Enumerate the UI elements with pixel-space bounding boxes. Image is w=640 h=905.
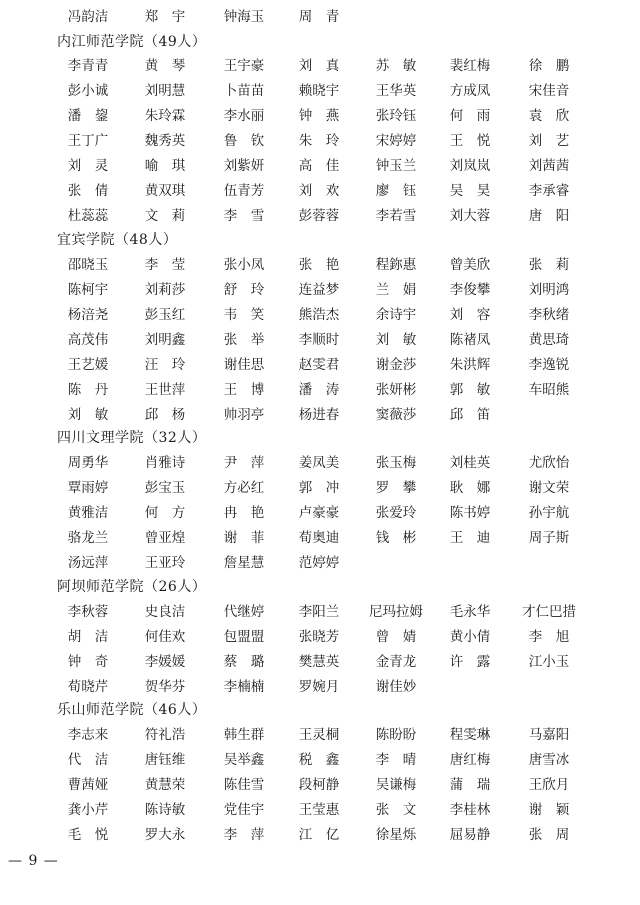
person-name: 舒 玲 [223,282,265,298]
person-name: 彭宝玉 [144,480,186,496]
person-name: 郭 敏 [449,382,491,398]
person-name: 赖晓宇 [298,83,340,99]
person-name: 杜蕊蕊 [67,208,109,224]
person-name: 骆龙兰 [67,530,109,546]
person-name: 唐红梅 [449,752,491,768]
person-name: 李逸锐 [528,357,570,373]
person-name: 吴 昊 [449,183,491,199]
person-name: 刘 敏 [67,407,109,423]
person-name: 钱 彬 [375,530,417,546]
person-name: 帅羽亭 [223,407,265,423]
person-name: 方成凤 [449,83,491,99]
person-name: 陈盼盼 [375,727,417,743]
person-name: 刘 敏 [375,332,417,348]
person-name: 李青青 [67,58,109,74]
person-name: 李秋蓉 [67,604,109,620]
person-name: 张爱玲 [375,505,417,521]
person-name: 刘明鑫 [144,332,186,348]
person-name: 熊浩杰 [298,307,340,323]
person-name: 符礼浩 [144,727,186,743]
person-name: 余诗宇 [375,307,417,323]
person-name: 黄 琴 [144,58,186,74]
person-name: 刘紫妍 [223,158,265,174]
person-name: 刘莉莎 [144,282,186,298]
section-heading: 内江师范学院（49人） [57,34,207,50]
person-name: 曹茜娅 [67,777,109,793]
person-name: 张晓芳 [298,629,340,645]
person-name: 卢豪豪 [298,505,340,521]
person-name: 彭小诚 [67,83,109,99]
person-name: 李媛媛 [144,654,186,670]
person-name: 潘 涛 [298,382,340,398]
person-name: 陈 丹 [67,382,109,398]
person-name: 代继婷 [223,604,265,620]
person-name: 金青龙 [375,654,417,670]
person-name: 徐 鹏 [528,58,570,74]
person-name: 潘 鋆 [67,108,109,124]
person-name: 陈柯宇 [67,282,109,298]
person-name: 荀奥迪 [298,530,340,546]
person-name: 兰 娟 [375,282,417,298]
person-name: 史良洁 [144,604,186,620]
person-name: 曾亚煌 [144,530,186,546]
person-name: 李俊攀 [449,282,491,298]
person-name: 刘 欢 [298,183,340,199]
person-name: 何佳欢 [144,629,186,645]
person-name: 吴谦梅 [375,777,417,793]
person-name: 周勇华 [67,455,109,471]
person-name: 何 雨 [449,108,491,124]
person-name: 孙宇航 [528,505,570,521]
person-name: 尹 萍 [223,455,265,471]
person-name: 唐雪冰 [528,752,570,768]
person-name: 张小凤 [223,257,265,273]
section-heading: 四川文理学院（32人） [57,430,207,446]
person-name: 罗 攀 [375,480,417,496]
person-name: 冉 艳 [223,505,265,521]
person-name: 毛永华 [449,604,491,620]
person-name: 贺华芬 [144,679,186,695]
person-name: 谢金莎 [375,357,417,373]
person-name: 宋婷婷 [375,133,417,149]
person-name: 刘 容 [449,307,491,323]
person-name: 王灵桐 [298,727,340,743]
person-name: 黄双琪 [144,183,186,199]
person-name: 谢文荣 [528,480,570,496]
person-name: 王宇豪 [223,58,265,74]
person-name: 刘 灵 [67,158,109,174]
person-name: 刘 艺 [528,133,570,149]
person-name: 朱 玲 [298,133,340,149]
person-name: 刘 真 [298,58,340,74]
person-name: 黄慧荣 [144,777,186,793]
person-name: 覃雨婷 [67,480,109,496]
person-name: 耿 娜 [449,480,491,496]
person-name: 黄小倩 [449,629,491,645]
person-name: 钟 燕 [298,108,340,124]
person-name: 钟 奇 [67,654,109,670]
person-name: 郑 宇 [144,9,186,25]
person-name: 刘岚岚 [449,158,491,174]
person-name: 苏 敏 [375,58,417,74]
person-name: 李水丽 [223,108,265,124]
person-name: 陈诗敏 [144,802,186,818]
person-name: 樊慧英 [298,654,340,670]
person-name: 李 旭 [528,629,570,645]
person-name: 程雯琳 [449,727,491,743]
person-name: 王 悦 [449,133,491,149]
person-name: 喻 琪 [144,158,186,174]
person-name: 尤欣怡 [528,455,570,471]
person-name: 何 方 [144,505,186,521]
person-name: 肖雅诗 [144,455,186,471]
person-name: 程鉨惠 [375,257,417,273]
person-name: 蒲 瑞 [449,777,491,793]
person-name: 江 亿 [298,827,340,843]
person-name: 李承睿 [528,183,570,199]
person-name: 李 晴 [375,752,417,768]
person-name: 宋佳音 [528,83,570,99]
person-name: 魏秀英 [144,133,186,149]
person-name: 裴红梅 [449,58,491,74]
person-name: 张 莉 [528,257,570,273]
person-name: 韦 笑 [223,307,265,323]
person-name: 徐星烁 [375,827,417,843]
person-name: 马嘉阳 [528,727,570,743]
person-name: 王世萍 [144,382,186,398]
person-name: 王莹惠 [298,802,340,818]
person-name: 钟海玉 [223,9,265,25]
person-name: 方必红 [223,480,265,496]
person-name: 彭玉红 [144,307,186,323]
person-name: 李楠楠 [223,679,265,695]
person-name: 罗婉月 [298,679,340,695]
person-name: 代 洁 [67,752,109,768]
person-name: 陈禇凤 [449,332,491,348]
person-name: 张 举 [223,332,265,348]
person-name: 尼玛拉姆 [369,604,423,620]
person-name: 窦薇莎 [375,407,417,423]
person-name: 朱玲霖 [144,108,186,124]
page-number: — 9 — [8,853,59,869]
person-name: 杨涪尧 [67,307,109,323]
person-name: 王艺媛 [67,357,109,373]
person-name: 伍青芳 [223,183,265,199]
person-name: 袁 欣 [528,108,570,124]
person-name: 高 佳 [298,158,340,174]
section-heading: 宜宾学院（48人） [57,232,178,248]
person-name: 李桂林 [449,802,491,818]
person-name: 张玉梅 [375,455,417,471]
person-name: 罗大永 [144,827,186,843]
person-name: 刘桂英 [449,455,491,471]
person-name: 荀晓芹 [67,679,109,695]
person-name: 汤远萍 [67,555,109,571]
person-name: 江小玉 [528,654,570,670]
person-name: 廖 钰 [375,183,417,199]
person-name: 张 周 [528,827,570,843]
person-name: 周子斯 [528,530,570,546]
person-name: 冯韵洁 [67,9,109,25]
person-name: 龚小芹 [67,802,109,818]
person-name: 钟玉兰 [375,158,417,174]
person-name: 李 莹 [144,257,186,273]
person-name: 刘茜茜 [528,158,570,174]
person-name: 曾美欣 [449,257,491,273]
person-name: 赵雯君 [298,357,340,373]
person-name: 包盟盟 [223,629,265,645]
person-name: 张玲钰 [375,108,417,124]
section-heading: 乐山师范学院（46人） [57,702,207,718]
person-name: 范婷婷 [298,555,340,571]
person-name: 詹星慧 [223,555,265,571]
person-name: 王亚玲 [144,555,186,571]
person-name: 李志来 [67,727,109,743]
person-name: 周 青 [298,9,340,25]
person-name: 胡 洁 [67,629,109,645]
person-name: 杨进春 [298,407,340,423]
person-name: 张妍彬 [375,382,417,398]
person-name: 张 倩 [67,183,109,199]
person-name: 王 博 [223,382,265,398]
person-name: 鲁 钦 [223,133,265,149]
person-name: 卜苗苗 [223,83,265,99]
person-name: 张 文 [375,802,417,818]
person-name: 邵晓玉 [67,257,109,273]
person-name: 黄雅洁 [67,505,109,521]
person-name: 段柯静 [298,777,340,793]
person-name: 李阳兰 [298,604,340,620]
person-name: 王华英 [375,83,417,99]
person-name: 才仁巴措 [522,604,576,620]
person-name: 唐 阳 [528,208,570,224]
person-name: 李 雪 [223,208,265,224]
person-name: 刘大蓉 [449,208,491,224]
person-name: 李若雪 [375,208,417,224]
person-name: 朱洪辉 [449,357,491,373]
person-name: 党佳宇 [223,802,265,818]
person-name: 黄思琦 [528,332,570,348]
person-name: 毛 悦 [67,827,109,843]
section-heading: 阿坝师范学院（26人） [57,579,207,595]
person-name: 刘明慧 [144,83,186,99]
person-name: 王 迪 [449,530,491,546]
person-name: 蔡 璐 [223,654,265,670]
person-name: 屈易静 [449,827,491,843]
person-name: 李顺时 [298,332,340,348]
person-name: 谢 菲 [223,530,265,546]
person-name: 高茂伟 [67,332,109,348]
person-name: 邱 笛 [449,407,491,423]
person-name: 王丁广 [67,133,109,149]
person-name: 曾 婧 [375,629,417,645]
person-name: 连益梦 [298,282,340,298]
person-name: 许 露 [449,654,491,670]
person-name: 税 鑫 [298,752,340,768]
person-name: 谢佳思 [223,357,265,373]
person-name: 李 萍 [223,827,265,843]
person-name: 姜凤美 [298,455,340,471]
person-name: 刘明鸿 [528,282,570,298]
person-name: 李秋绪 [528,307,570,323]
person-name: 王欣月 [528,777,570,793]
person-name: 文 莉 [144,208,186,224]
person-name: 吴举鑫 [223,752,265,768]
person-name: 彭蓉蓉 [298,208,340,224]
person-name: 陈书婷 [449,505,491,521]
person-name: 韩生群 [223,727,265,743]
person-name: 张 艳 [298,257,340,273]
person-name: 车昭熊 [528,382,570,398]
person-name: 邱 杨 [144,407,186,423]
person-name: 郭 冲 [298,480,340,496]
person-name: 谢佳妙 [375,679,417,695]
person-name: 陈佳雪 [223,777,265,793]
person-name: 汪 玲 [144,357,186,373]
person-name: 谢 颖 [528,802,570,818]
person-name: 唐钰维 [144,752,186,768]
